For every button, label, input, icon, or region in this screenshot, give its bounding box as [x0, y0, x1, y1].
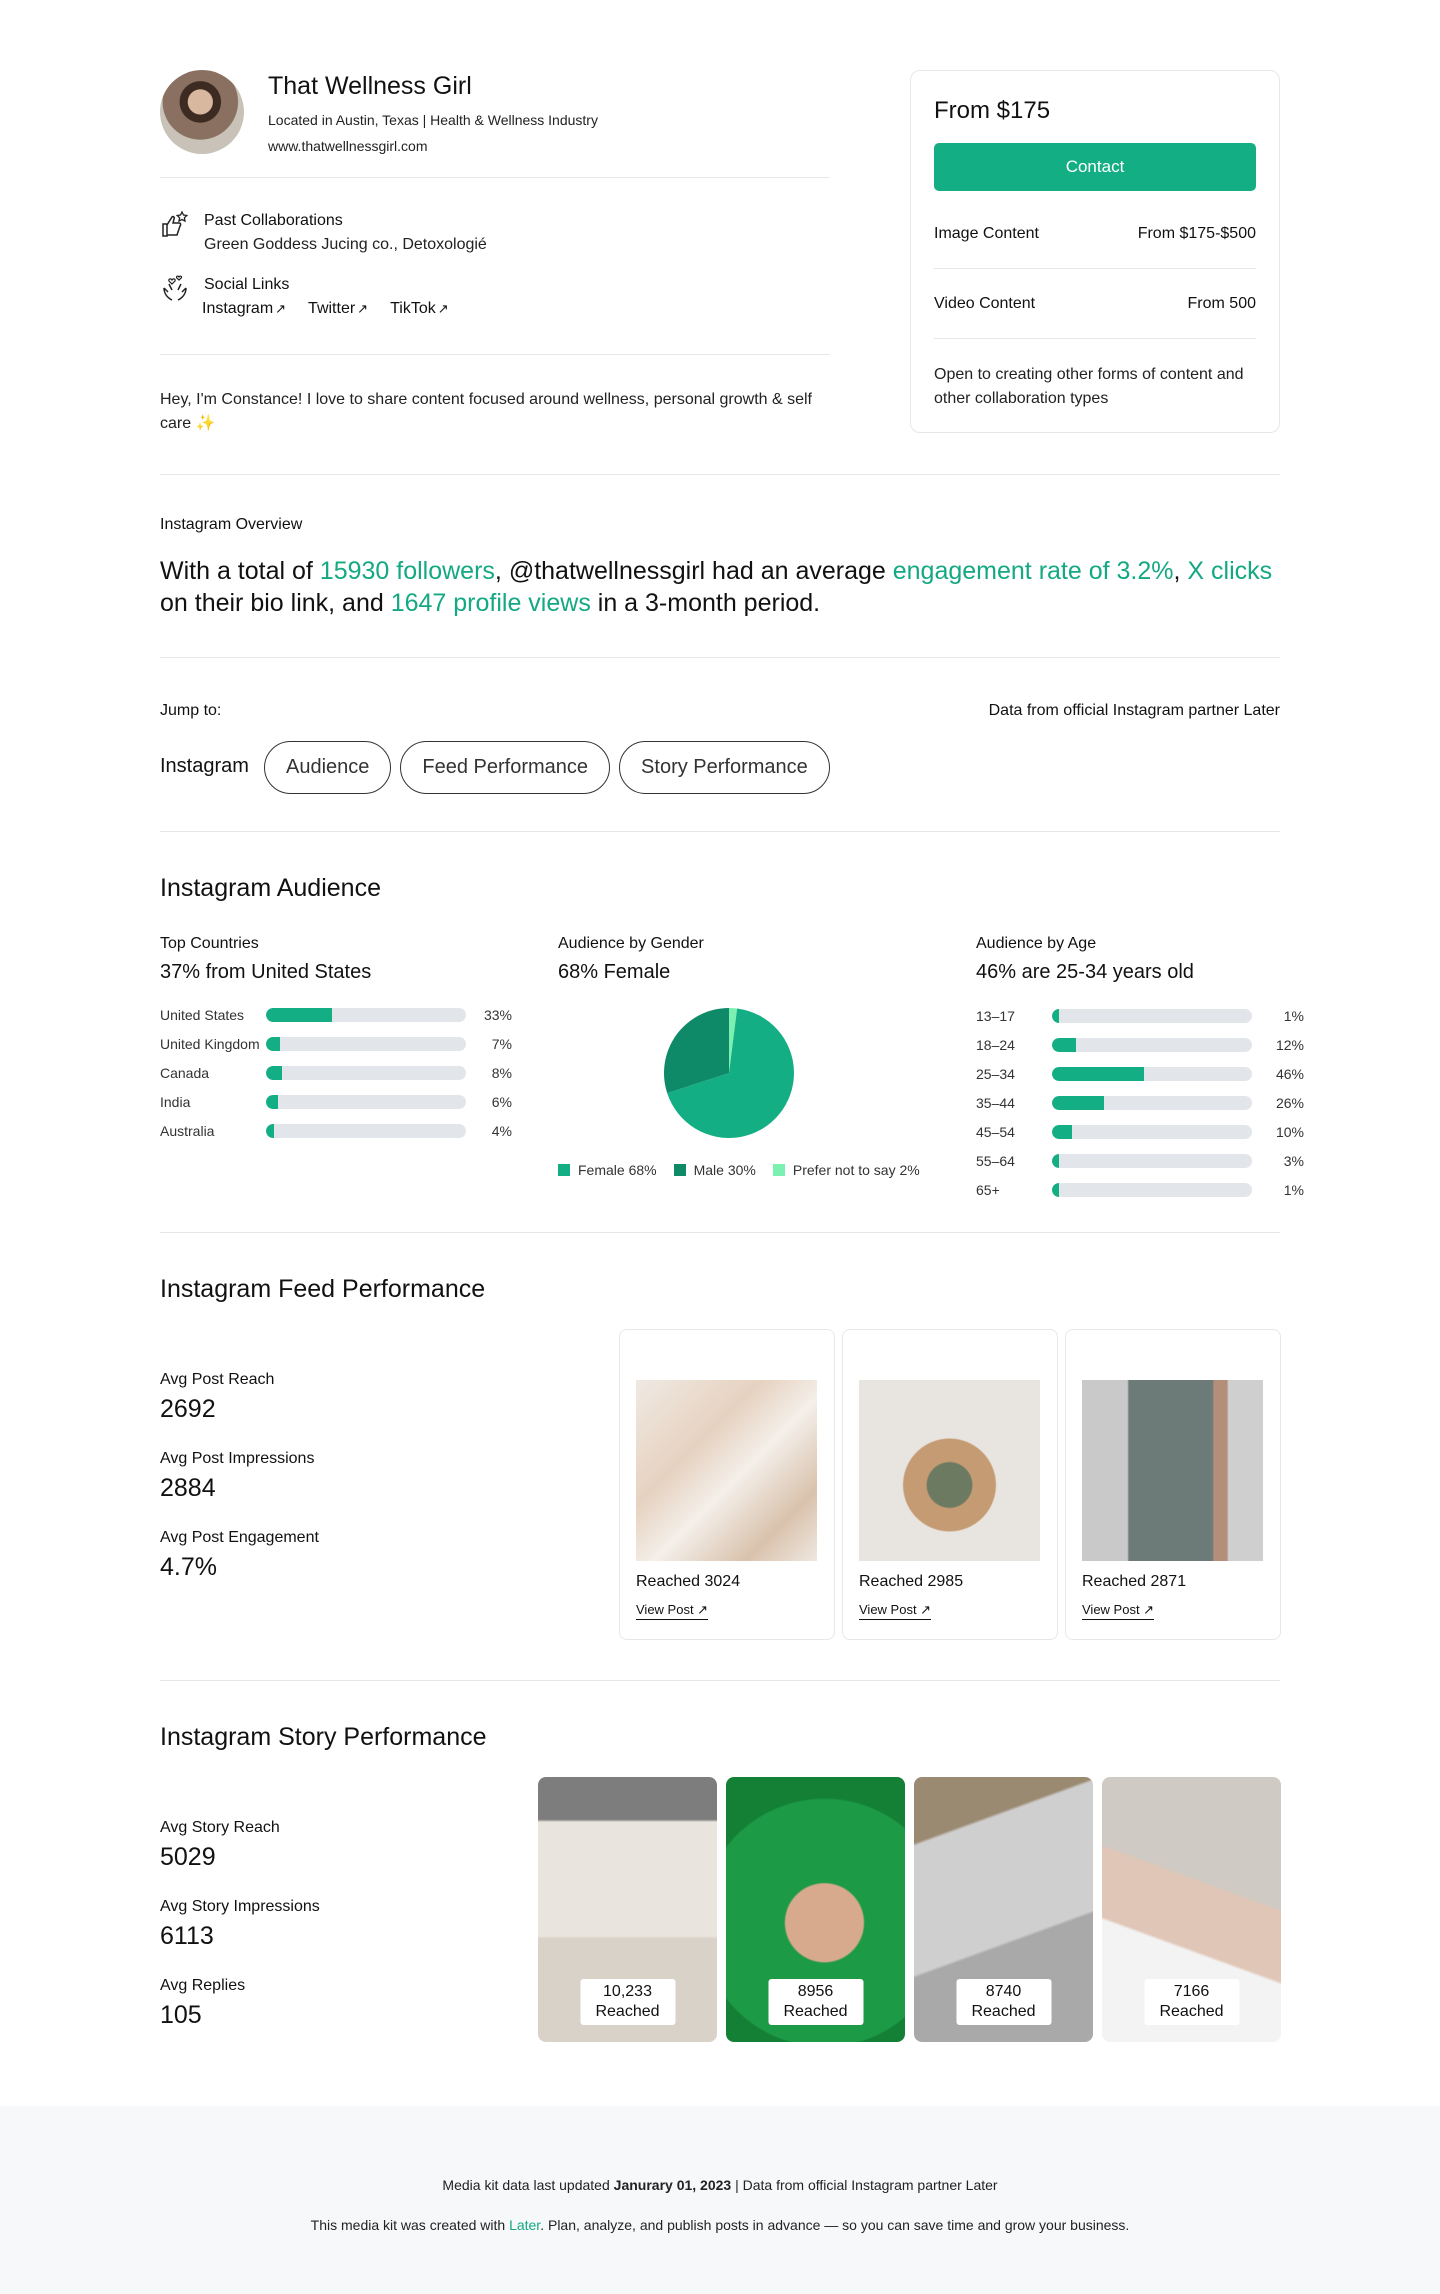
bar-fill [266, 1066, 282, 1080]
footer [0, 2106, 1440, 2294]
divider [160, 657, 1280, 658]
post-reach: Reached 2985 [859, 1573, 964, 1590]
legend-item: Female 68% [558, 1162, 657, 1178]
gender-pie-chart [663, 1007, 795, 1139]
avg-replies-value: 105 [160, 2001, 202, 2029]
bio-text: Hey, I'm Constance! I love to share content focused around wellness, personal growth & self care ✨ [160, 391, 812, 432]
tiktok-link[interactable]: TikTok ↗ [390, 300, 449, 317]
avg-post-engagement-value: 4.7% [160, 1553, 217, 1581]
country-row [160, 1005, 512, 1025]
engagement-stat: engagement rate of 3.2% [892, 557, 1174, 585]
story-reach-badge: 8956 Reached [768, 1979, 863, 2025]
post-reach: Reached 3024 [636, 1573, 741, 1590]
pricing-row-label: Video Content [934, 295, 1036, 312]
bar-value: 7% [491, 1036, 512, 1052]
legend-swatch [674, 1164, 686, 1176]
avg-replies-label: Avg Replies [160, 1977, 246, 1994]
pricing-card [910, 70, 1280, 433]
bar-value: 26% [1275, 1095, 1304, 1111]
view-post-link[interactable]: View Post ↗ [859, 1602, 931, 1620]
post-reach: Reached 2871 [1082, 1573, 1187, 1590]
contact-button[interactable]: Contact [934, 143, 1256, 191]
view-post-link[interactable]: View Post ↗ [636, 1602, 708, 1620]
footer-credit: This media kit was created with Later. Plan, analyze, and publish posts in advance — so you can save time and grow your business. [310, 2217, 1130, 2233]
twitter-link[interactable]: Twitter ↗ [308, 300, 369, 317]
bar-track [1052, 1038, 1252, 1052]
bar-fill [266, 1008, 332, 1022]
top-countries-headline: 37% from United States [160, 961, 372, 983]
overview-summary: With a total of 15930 followers, @thatwellnessgirl had an average engagement rate of 3.2%, X clicks on their bio link, and 1647 profile views in a 3-month period. [160, 557, 1273, 617]
post-image [1082, 1380, 1263, 1561]
bar-label: India [160, 1094, 191, 1110]
instagram-link[interactable]: Instagram ↗ [202, 300, 287, 317]
gender-legend [558, 1162, 920, 1178]
past-collaborations-value: Green Goddess Jucing co., Detoxologié [204, 236, 487, 253]
past-collaborations-title: Past Collaborations [204, 212, 343, 229]
bar-fill [1052, 1154, 1059, 1168]
story-card[interactable] [1102, 1777, 1281, 2042]
country-row [160, 1063, 512, 1083]
bar-track [1052, 1125, 1252, 1139]
external-link-icon: ↗ [357, 301, 369, 316]
bar-track [266, 1124, 466, 1138]
bar-label: 65+ [976, 1182, 1000, 1198]
jump-audience-button[interactable]: Audience [264, 741, 391, 794]
bar-value: 12% [1275, 1037, 1304, 1053]
age-row [976, 1122, 1304, 1142]
avg-story-reach-label: Avg Story Reach [160, 1819, 280, 1836]
hands-hearts-icon [160, 274, 190, 304]
bar-label: Australia [160, 1123, 215, 1139]
age-row [976, 1006, 1304, 1026]
bar-track [266, 1095, 466, 1109]
pricing-row-label: Image Content [934, 225, 1039, 242]
clicks-stat: X clicks [1187, 557, 1273, 585]
post-card [1065, 1329, 1281, 1640]
legend-swatch [773, 1164, 785, 1176]
pricing-row-image [934, 225, 1256, 243]
bar-value: 10% [1275, 1124, 1304, 1140]
bar-value: 33% [483, 1007, 512, 1023]
top-countries-label: Top Countries [160, 935, 259, 952]
divider [160, 1680, 1280, 1681]
profile-views-stat: 1647 profile views [390, 589, 591, 617]
external-link-icon: ↗ [437, 301, 449, 316]
story-reach-badge: 7166 Reached [1144, 1979, 1239, 2025]
bar-label: 25–34 [976, 1066, 1015, 1082]
divider [160, 1232, 1280, 1233]
jump-feed-performance-button[interactable]: Feed Performance [400, 741, 610, 794]
social-links-list [202, 300, 449, 318]
view-post-link[interactable]: View Post ↗ [1082, 1602, 1154, 1620]
bar-value: 3% [1283, 1153, 1304, 1169]
story-section-title: Instagram Story Performance [160, 1723, 487, 1751]
bar-value: 6% [491, 1094, 512, 1110]
profile-location: Located in Austin, Texas | Health & Wellness Industry [268, 112, 598, 128]
country-row [160, 1034, 512, 1054]
story-card[interactable] [538, 1777, 717, 2042]
social-links-title: Social Links [204, 276, 290, 293]
country-row [160, 1092, 512, 1112]
bar-fill [1052, 1067, 1144, 1081]
bar-track [1052, 1183, 1252, 1197]
post-image [859, 1380, 1040, 1561]
divider [934, 338, 1256, 339]
country-row [160, 1121, 512, 1141]
platform-label: Instagram [160, 755, 249, 777]
bar-track [266, 1008, 466, 1022]
bar-fill [1052, 1183, 1059, 1197]
feed-section-title: Instagram Feed Performance [160, 1275, 486, 1303]
divider [934, 268, 1256, 269]
age-row [976, 1035, 1304, 1055]
avg-post-impressions-value: 2884 [160, 1474, 216, 1502]
legend-item: Prefer not to say 2% [773, 1162, 920, 1178]
bar-value: 4% [491, 1123, 512, 1139]
external-link-icon: ↗ [275, 301, 287, 316]
bar-label: United States [160, 1007, 245, 1023]
pricing-row-value: From $175-$500 [1137, 225, 1256, 242]
avg-story-impressions-label: Avg Story Impressions [160, 1898, 320, 1915]
age-row [976, 1093, 1304, 1113]
age-headline: 46% are 25-34 years old [976, 961, 1194, 983]
bar-value: 46% [1275, 1066, 1304, 1082]
story-card[interactable] [914, 1777, 1093, 2042]
avg-post-impressions-label: Avg Post Impressions [160, 1450, 315, 1467]
story-reach-badge: 10,233 Reached [580, 1979, 675, 2025]
starting-price: From $175 [934, 97, 1051, 124]
bar-track [266, 1066, 466, 1080]
post-card [619, 1329, 835, 1640]
bar-label: 35–44 [976, 1095, 1015, 1111]
data-source-text: Data from official Instagram partner Later [988, 702, 1280, 719]
gender-label: Audience by Gender [558, 935, 704, 952]
thumbs-up-star-icon [160, 210, 190, 240]
later-link[interactable]: Later [509, 2217, 541, 2233]
bar-fill [1052, 1038, 1076, 1052]
avatar [160, 70, 244, 154]
post-card [842, 1329, 1058, 1640]
age-row [976, 1151, 1304, 1171]
bar-track [1052, 1009, 1252, 1023]
jump-nav [264, 741, 830, 794]
bar-fill [266, 1037, 280, 1051]
avg-post-reach-value: 2692 [160, 1395, 216, 1423]
bar-label: Canada [160, 1065, 210, 1081]
bar-track [266, 1037, 466, 1051]
bar-fill [266, 1124, 274, 1138]
jump-story-performance-button[interactable]: Story Performance [619, 741, 830, 794]
avg-story-reach-value: 5029 [160, 1843, 216, 1871]
gender-headline: 68% Female [558, 961, 671, 983]
age-row [976, 1180, 1304, 1200]
divider [160, 177, 830, 178]
jump-to-label: Jump to: [160, 702, 222, 719]
bar-fill [1052, 1009, 1059, 1023]
profile-website-link[interactable]: www.thatwellnessgirl.com [268, 138, 428, 154]
pricing-row-value: From 500 [1187, 295, 1256, 312]
pricing-note: Open to creating other forms of content and other collaboration types [934, 366, 1244, 407]
bar-track [1052, 1096, 1252, 1110]
avg-post-engagement-label: Avg Post Engagement [160, 1529, 319, 1546]
followers-stat: 15930 followers [319, 557, 495, 585]
bar-track [1052, 1067, 1252, 1081]
audience-section-title: Instagram Audience [160, 874, 381, 902]
overview-label: Instagram Overview [160, 516, 303, 533]
bar-label: 45–54 [976, 1124, 1015, 1140]
bar-label: 13–17 [976, 1008, 1015, 1024]
profile-name: That Wellness Girl [268, 72, 472, 100]
legend-item: Male 30% [674, 1162, 756, 1178]
divider [160, 831, 1280, 832]
bar-label: 55–64 [976, 1153, 1015, 1169]
story-card[interactable] [726, 1777, 905, 2042]
bar-label: United Kingdom [160, 1036, 260, 1052]
avg-post-reach-label: Avg Post Reach [160, 1371, 275, 1388]
avg-story-impressions-value: 6113 [160, 1922, 214, 1950]
bar-track [1052, 1154, 1252, 1168]
legend-swatch [558, 1164, 570, 1176]
pricing-row-video [934, 295, 1256, 313]
divider [160, 474, 1280, 475]
footer-updated: Media kit data last updated Janurary 01, 2023 | Data from official Instagram partner Later [442, 2177, 998, 2193]
bar-value: 8% [491, 1065, 512, 1081]
bar-value: 1% [1283, 1182, 1304, 1198]
age-row [976, 1064, 1304, 1084]
bar-fill [1052, 1096, 1104, 1110]
bar-value: 1% [1283, 1008, 1304, 1024]
bar-fill [266, 1095, 278, 1109]
bar-label: 18–24 [976, 1037, 1015, 1053]
story-reach-badge: 8740 Reached [956, 1979, 1051, 2025]
post-image [636, 1380, 817, 1561]
bar-fill [1052, 1125, 1072, 1139]
age-label: Audience by Age [976, 935, 1097, 952]
divider [160, 354, 830, 355]
